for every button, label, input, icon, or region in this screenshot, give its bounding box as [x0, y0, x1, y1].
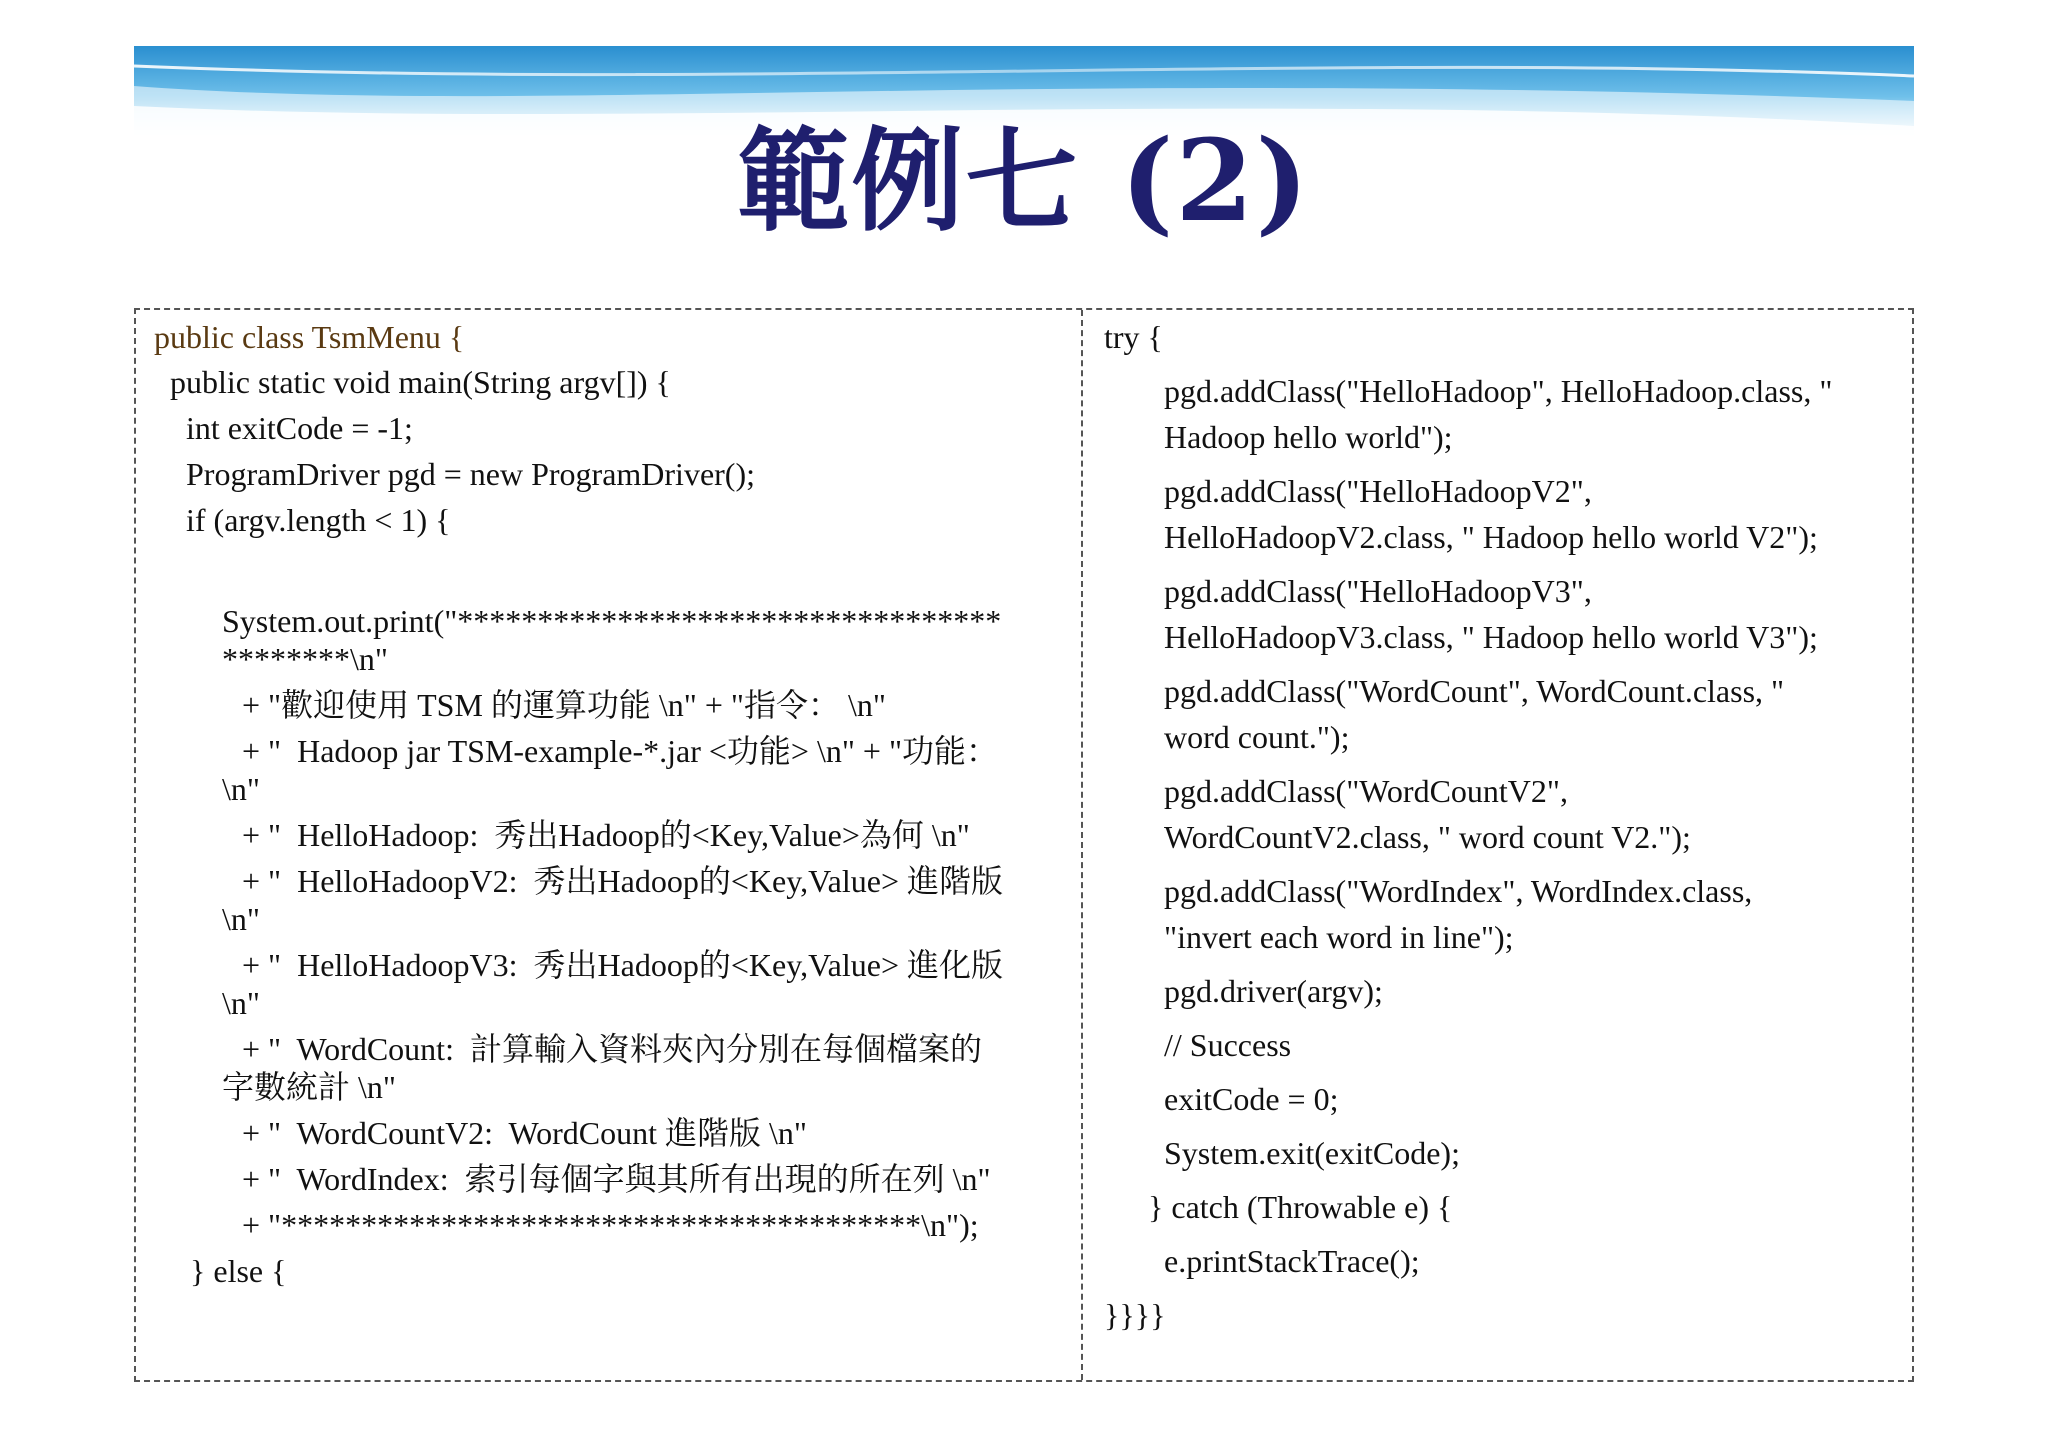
code-line: \n" [222, 771, 260, 807]
code-listing-box [134, 308, 1914, 1382]
code-line: pgd.addClass("WordIndex", WordIndex.class, [1164, 873, 1753, 909]
code-line: + " WordCount: 計算輸入資料夾內分別在每個檔案的 [242, 1031, 982, 1067]
code-line: System.out.print("********************************** [222, 603, 1002, 639]
code-line: HelloHadoopV3.class, " Hadoop hello world V3"); [1164, 619, 1818, 655]
code-line: pgd.driver(argv); [1164, 973, 1383, 1009]
code-line: } else { [190, 1253, 287, 1289]
code-line: Hadoop hello world"); [1164, 419, 1453, 455]
code-line: e.printStackTrace(); [1164, 1243, 1420, 1279]
code-line: \n" [222, 901, 260, 937]
code-line: }}}} [1104, 1297, 1166, 1333]
code-line: // Success [1164, 1027, 1292, 1063]
code-line: + " HelloHadoop: 秀出Hadoop的<Key,Value>為何 \n" [242, 817, 970, 853]
code-line: WordCountV2.class, " word count V2."); [1164, 819, 1691, 855]
code-line: public static void main(String argv[]) { [154, 364, 671, 400]
code-line: ProgramDriver pgd = new ProgramDriver(); [154, 456, 755, 492]
code-line: pgd.addClass("HelloHadoop", HelloHadoop.class, " [1164, 373, 1833, 409]
code-line: + " Hadoop jar TSM-example-*.jar <功能> \n" + "功能： [242, 733, 999, 769]
code-column-right [1104, 310, 1904, 1380]
code-line: pgd.addClass("WordCountV2", [1164, 773, 1568, 809]
code-line: pgd.addClass("HelloHadoopV3", [1164, 573, 1592, 609]
code-line: exitCode = 0; [1164, 1081, 1339, 1117]
code-line: + " WordIndex: 索引每個字與其所有出現的所在列 \n" [242, 1161, 991, 1197]
code-line: HelloHadoopV2.class, " Hadoop hello world V2"); [1164, 519, 1818, 555]
code-line: if (argv.length < 1) { [154, 502, 451, 538]
code-line: + " WordCountV2: WordCount 進階版 \n" [242, 1115, 807, 1151]
code-line: + "歡迎使用 TSM 的運算功能 \n" + "指令： \n" [242, 687, 886, 723]
code-line: System.exit(exitCode); [1164, 1135, 1460, 1171]
code-line: ********\n" [222, 641, 388, 677]
slide-title: 範例七 (2) [737, 116, 1311, 247]
code-line: } catch (Throwable e) { [1148, 1189, 1453, 1225]
code-line: pgd.addClass("WordCount", WordCount.class, " [1164, 673, 1785, 709]
code-column-left [154, 310, 1074, 1380]
code-line: public class TsmMenu { [154, 319, 465, 355]
code-line: word count."); [1164, 719, 1350, 755]
code-line: + " HelloHadoopV2: 秀出Hadoop的<Key,Value> 進階版 [242, 863, 1004, 899]
code-line: pgd.addClass("HelloHadoopV2", [1164, 473, 1592, 509]
code-line: try { [1104, 319, 1163, 355]
code-line: int exitCode = -1; [154, 410, 413, 446]
code-line: + " HelloHadoopV3: 秀出Hadoop的<Key,Value> 進化版 [242, 947, 1004, 983]
code-line: 字數統計 \n" [222, 1069, 396, 1105]
code-line: "invert each word in line"); [1164, 919, 1514, 955]
code-line: + "****************************************\n"); [242, 1207, 979, 1243]
code-line: \n" [222, 985, 260, 1021]
column-divider [1081, 310, 1083, 1380]
